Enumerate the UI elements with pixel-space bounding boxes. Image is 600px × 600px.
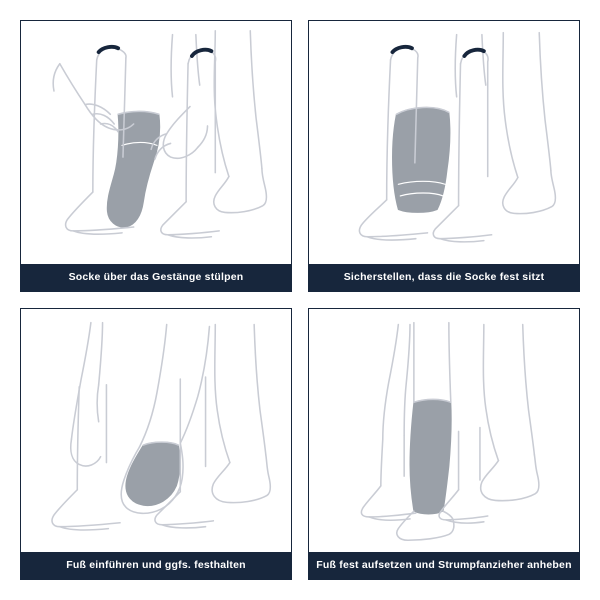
panel-3-caption: Fuß einführen und ggfs. festhalten bbox=[21, 552, 291, 579]
instruction-panel-4 bbox=[308, 308, 580, 580]
panel-2-drawing bbox=[309, 21, 579, 264]
panel-2-illustration bbox=[309, 21, 579, 264]
panel-2-caption: Sicherstellen, dass die Socke fest sitzt bbox=[309, 264, 579, 291]
instruction-panel-3 bbox=[20, 308, 292, 580]
panel-4-caption: Fuß fest aufsetzen und Strumpfanzieher anheben bbox=[309, 552, 579, 579]
panel-3-drawing bbox=[21, 309, 291, 552]
panel-1-drawing bbox=[21, 21, 291, 264]
instruction-panel-1 bbox=[20, 20, 292, 292]
panel-1-caption: Socke über das Gestänge stülpen bbox=[21, 264, 291, 291]
panel-4-drawing bbox=[309, 309, 579, 552]
panel-4-illustration bbox=[309, 309, 579, 552]
instruction-panel-2 bbox=[308, 20, 580, 292]
panel-1-illustration bbox=[21, 21, 291, 264]
panel-3-illustration bbox=[21, 309, 291, 552]
